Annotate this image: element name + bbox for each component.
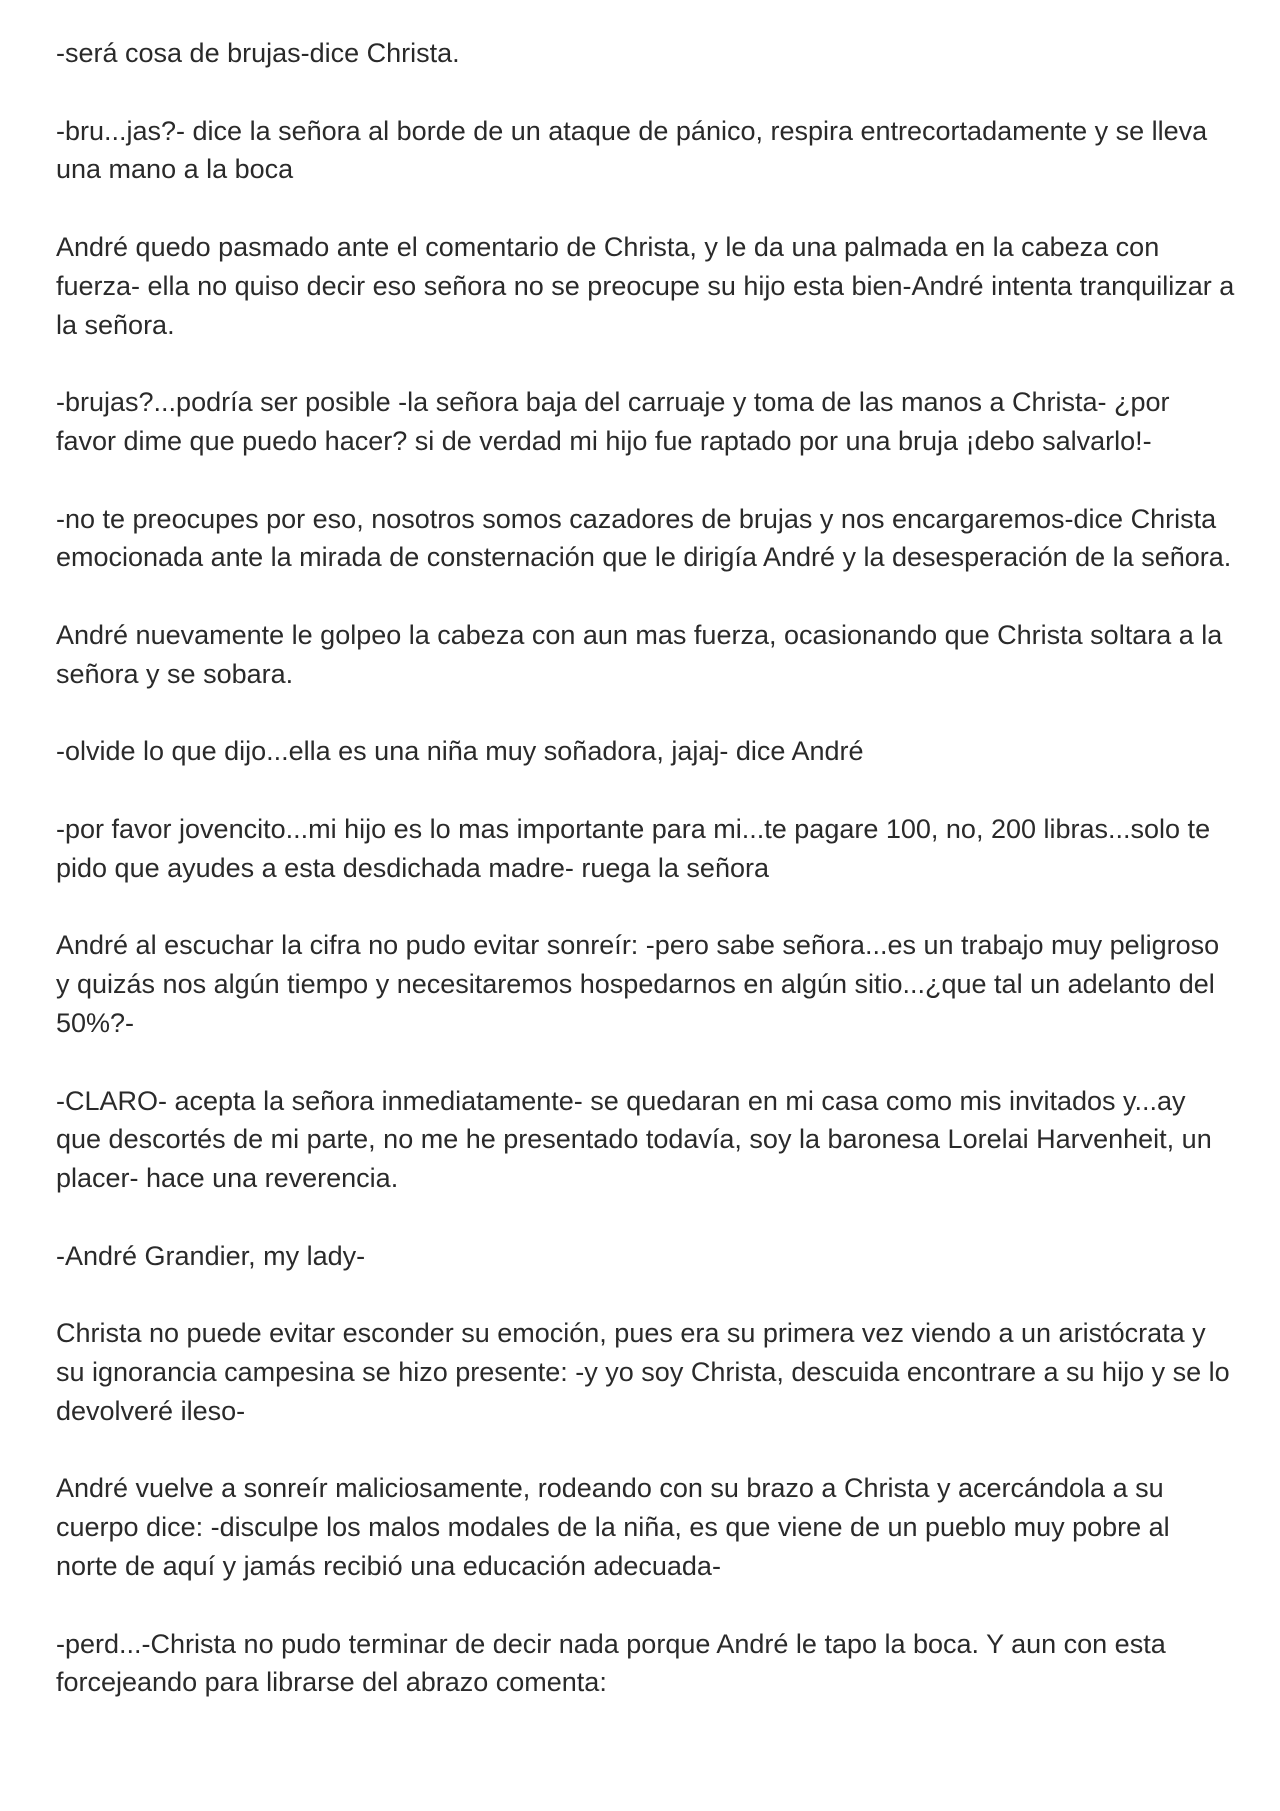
paragraph: -perd...-Christa no pudo terminar de decir nada porque André le tapo la boca. Y aun con esta forcejeando para librarse del abrazo comenta: xyxy=(56,1628,1166,1698)
paragraph: -olvide lo que dijo...ella es una niña muy soñadora, jajaj- dice André xyxy=(56,736,864,767)
paragraph: Christa no puede evitar esconder su emoción, pues era su primera vez viendo a un aristócrata y su ignorancia campesina se hizo presente: -y yo soy Christa, descuida encontrare a su hijo y se lo devolveré ileso- xyxy=(56,1318,1230,1426)
paragraph: -brujas?...podría ser posible -la señora baja del carruaje y toma de las manos a Christa- ¿por favor dime que puedo hacer? si de verdad mi hijo fue raptado por una bruja ¡debo salvarlo!- xyxy=(56,387,1170,456)
paragraph: -bru...jas?- dice la señora al borde de un ataque de pánico, respira entrecortadamente y se lleva una mano a la boca xyxy=(56,115,1208,185)
paragraph: -André Grandier, my lady- xyxy=(56,1240,366,1271)
paragraph: -no te preocupes por eso, nosotros somos cazadores de brujas y nos encargaremos-dice Christa emocionada ante la mirada de consternación que le dirigía André y la desesperación de la señora. xyxy=(56,503,1232,573)
document-body xyxy=(56,34,1236,1741)
paragraph: André quedo pasmado ante el comentario de Christa, y le da una palmada en la cabeza con fuerza- ella no quiso decir eso señora no se preocupe su hijo esta bien-André intenta tranquilizar a la señora. xyxy=(56,231,1235,340)
paragraph: André al escuchar la cifra no pudo evitar sonreír: -pero sabe señora...es un trabajo muy peligroso y quizás nos algún tiempo y necesitaremos hospedarnos en algún sitio...¿que tal un adelanto del 50%?- xyxy=(56,930,1220,1038)
paragraph: -será cosa de brujas-dice Christa. xyxy=(56,38,460,68)
paragraph: -CLARO- acepta la señora inmediatamente- se quedaran en mi casa como mis invitados y...ay que descortés de mi parte, no me he presentado todavía, soy la baronesa Lorelai Harvenheit, un placer- hace una reverencia. xyxy=(56,1085,1212,1194)
paragraph: -por favor jovencito...mi hijo es lo mas importante para mi...te pagare 100, no, 200 libras...solo te pido que ayudes a esta desdichada madre- ruega la señora xyxy=(56,813,1211,883)
paragraph: André nuevamente le golpeo la cabeza con aun mas fuerza, ocasionando que Christa soltara a la señora y se sobara. xyxy=(56,619,1223,689)
paragraph: André vuelve a sonreír maliciosamente, rodeando con su brazo a Christa y acercándola a su cuerpo dice: -disculpe los malos modales de la niña, es que viene de un pueblo muy pobre al norte de aquí y jamás recibió una educación adecuada- xyxy=(56,1473,1170,1582)
